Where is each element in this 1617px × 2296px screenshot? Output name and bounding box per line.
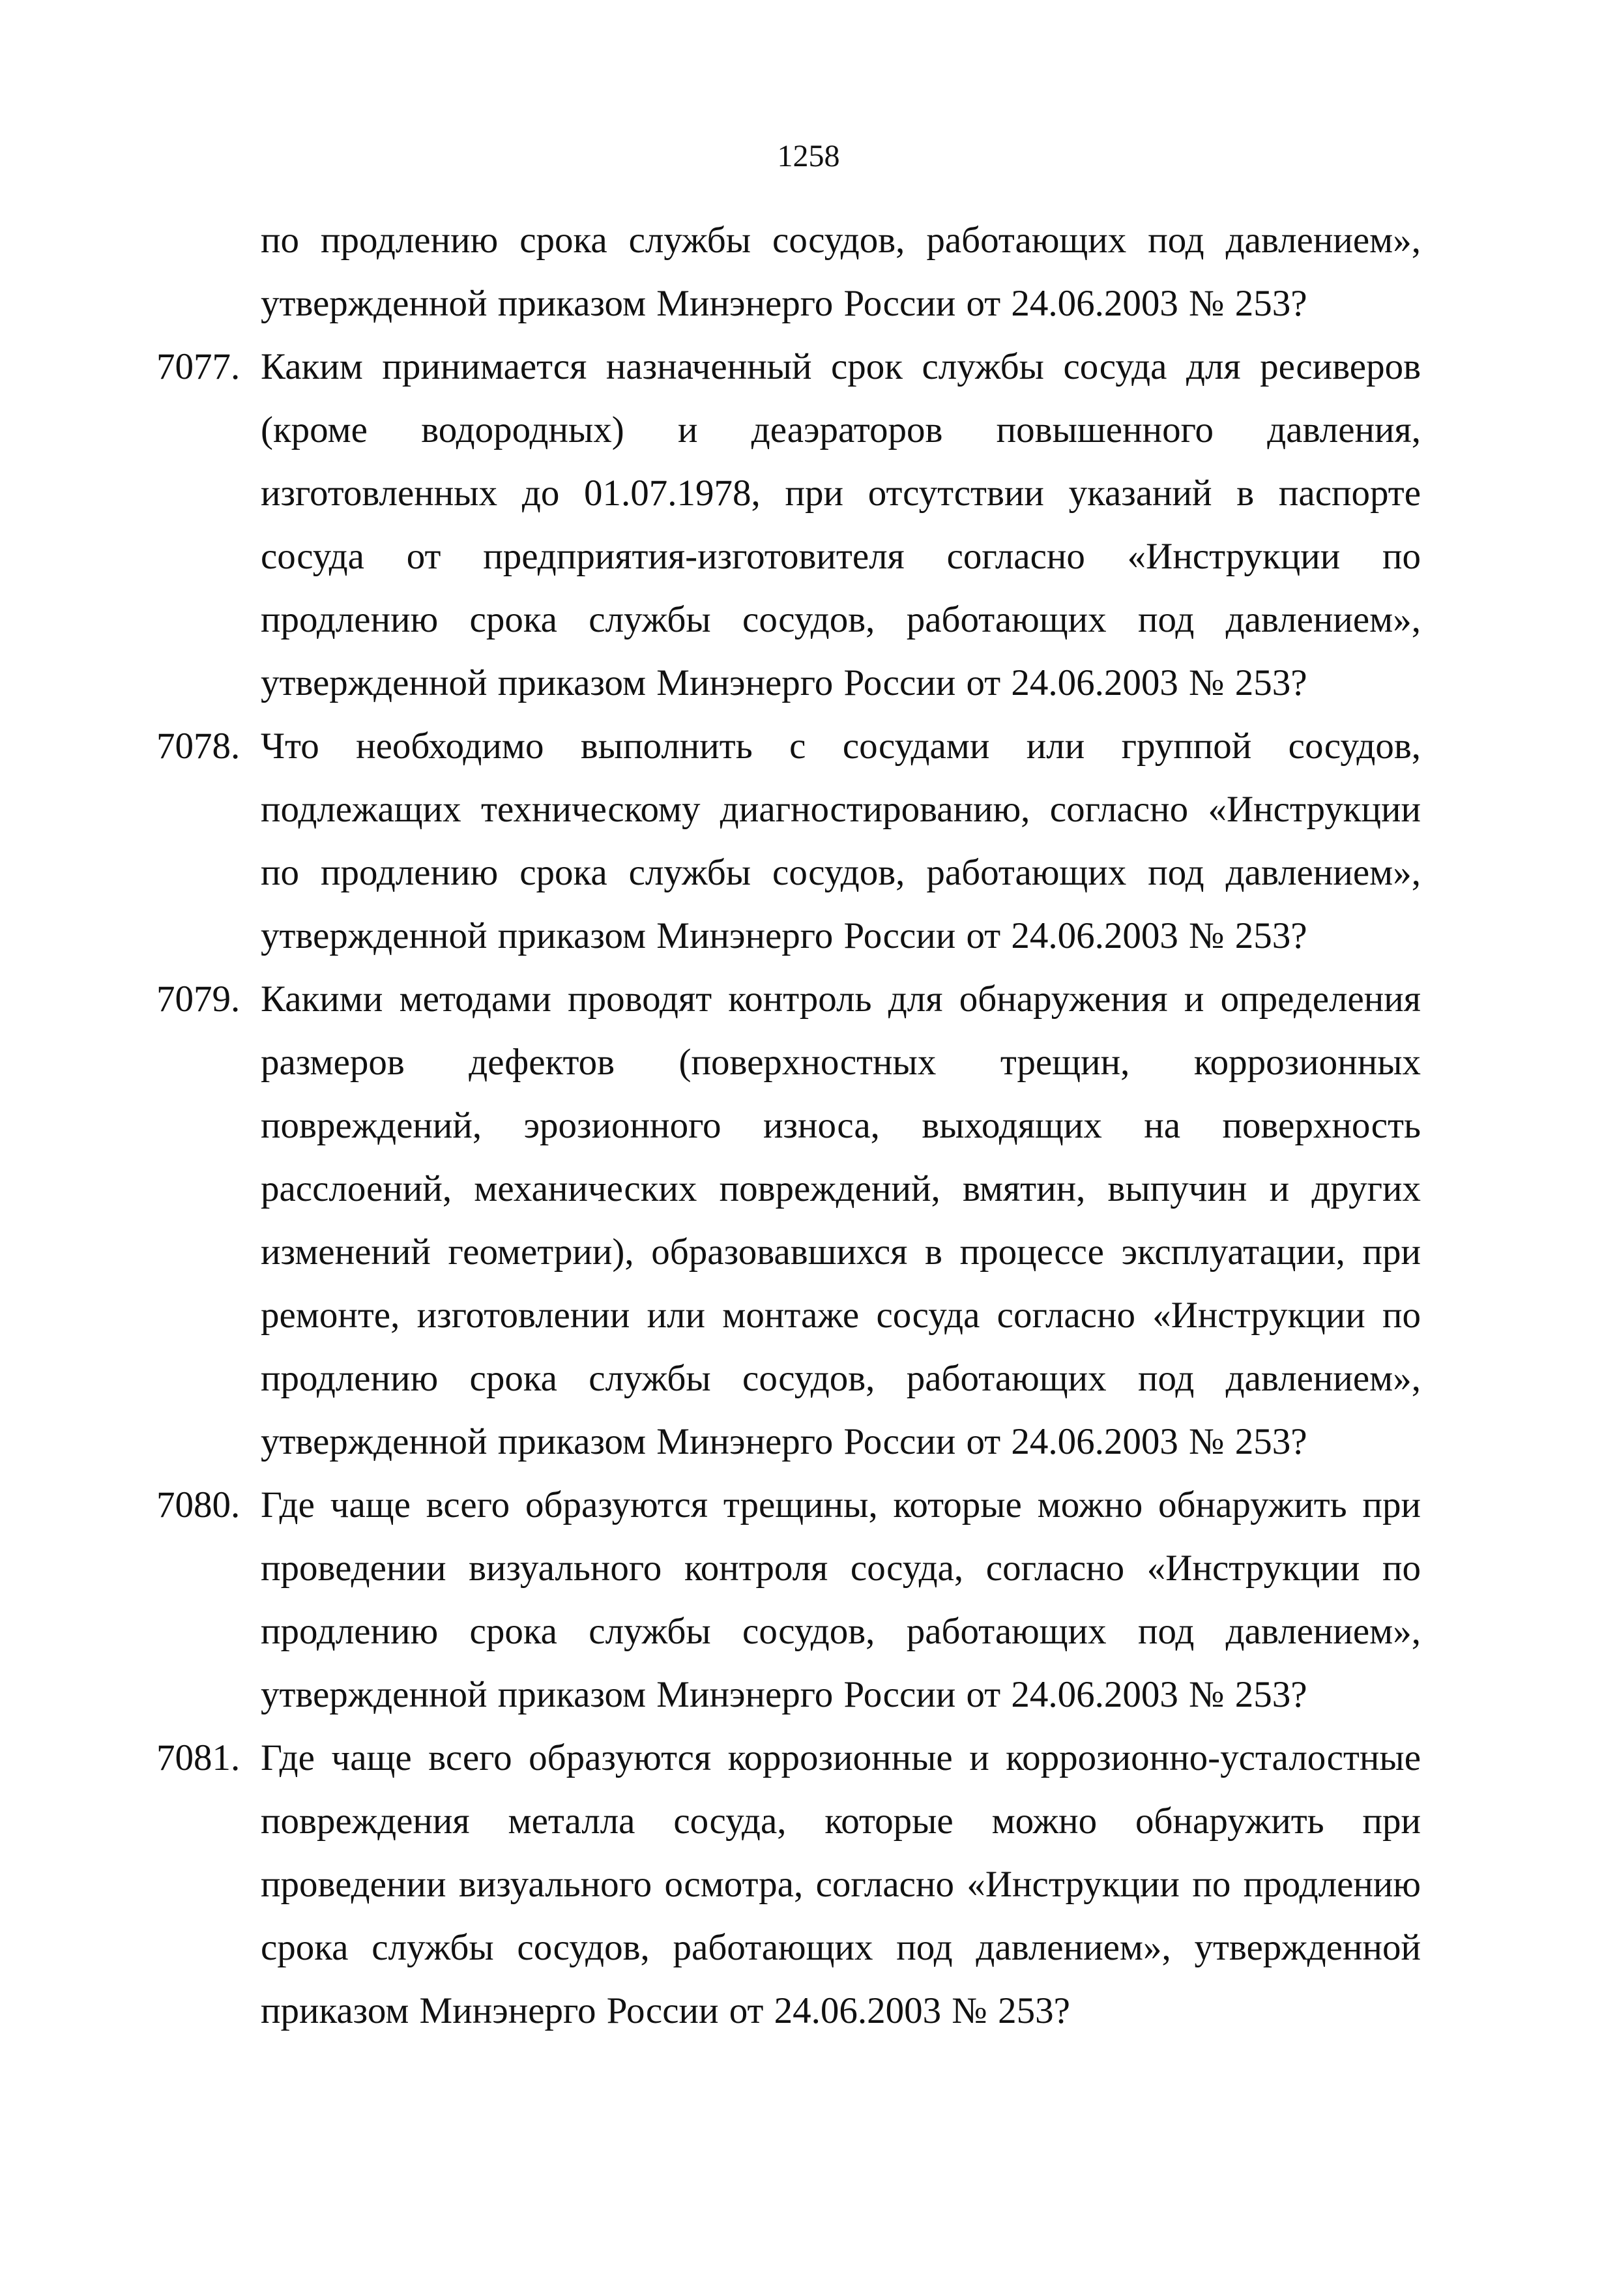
- question-text: Что необходимо выполнить с сосудами или группой сосудов, подлежащих техническому диагностированию, согласно «Инструкции по продлению срока службы сосудов, работающих под давлением», утвержденной приказом Минэнерго России от 24.06.2003 № 253?: [261, 726, 1421, 956]
- question-number: 7078.: [156, 726, 240, 767]
- question-number: 7077.: [156, 346, 240, 387]
- question-continuation: [209, 209, 1421, 335]
- question-number: 7080.: [156, 1484, 240, 1525]
- question-text: по продлению срока службы сосудов, работающих под давлением», утвержденной приказом Минэнерго России от 24.06.2003 № 253?: [261, 220, 1421, 324]
- question-text: Каким принимается назначенный срок службы сосуда для ресиверов (кроме водородных) и деаэраторов повышенного давления, изготовленных до 01.07.1978, при отсутствии указаний в паспорте сосуда от предприятия-изготовителя согласно «Инструкции по продлению срока службы сосудов, работающих под давлением», утвержденной приказом Минэнерго России от 24.06.2003 № 253?: [261, 346, 1421, 703]
- question-7080: [156, 1473, 1421, 1726]
- question-list: [156, 209, 1421, 2042]
- page-number: 1258: [777, 139, 840, 173]
- question-text: Где чаще всего образуются трещины, которые можно обнаружить при проведении визуального контроля сосуда, согласно «Инструкции по продлению срока службы сосудов, работающих под давлением», утвержденной приказом Минэнерго России от 24.06.2003 № 253?: [261, 1484, 1421, 1715]
- question-7078: [156, 714, 1421, 967]
- question-number: 7079.: [156, 979, 240, 1020]
- question-number: 7081.: [156, 1737, 240, 1778]
- question-text: Какими методами проводят контроль для обнаружения и определения размеров дефектов (поверхностных трещин, коррозионных повреждений, эрозионного износа, выходящих на поверхность расслоений, механических повреждений, вмятин, выпучин и других изменений геометрии), образовавшихся в процессе эксплуатации, при ремонте, изготовлении или монтаже сосуда согласно «Инструкции по продлению срока службы сосудов, работающих под давлением», утвержденной приказом Минэнерго России от 24.06.2003 № 253?: [261, 979, 1421, 1462]
- question-7077: [156, 335, 1421, 714]
- question-text: Где чаще всего образуются коррозионные и коррозионно-усталостные повреждения металла сосуда, которые можно обнаружить при проведении визуального осмотра, согласно «Инструкции по продлению срока службы сосудов, работающих под давлением», утвержденной приказом Минэнерго России от 24.06.2003 № 253?: [261, 1737, 1421, 2031]
- question-7081: [156, 1726, 1421, 2042]
- question-7079: [156, 967, 1421, 1473]
